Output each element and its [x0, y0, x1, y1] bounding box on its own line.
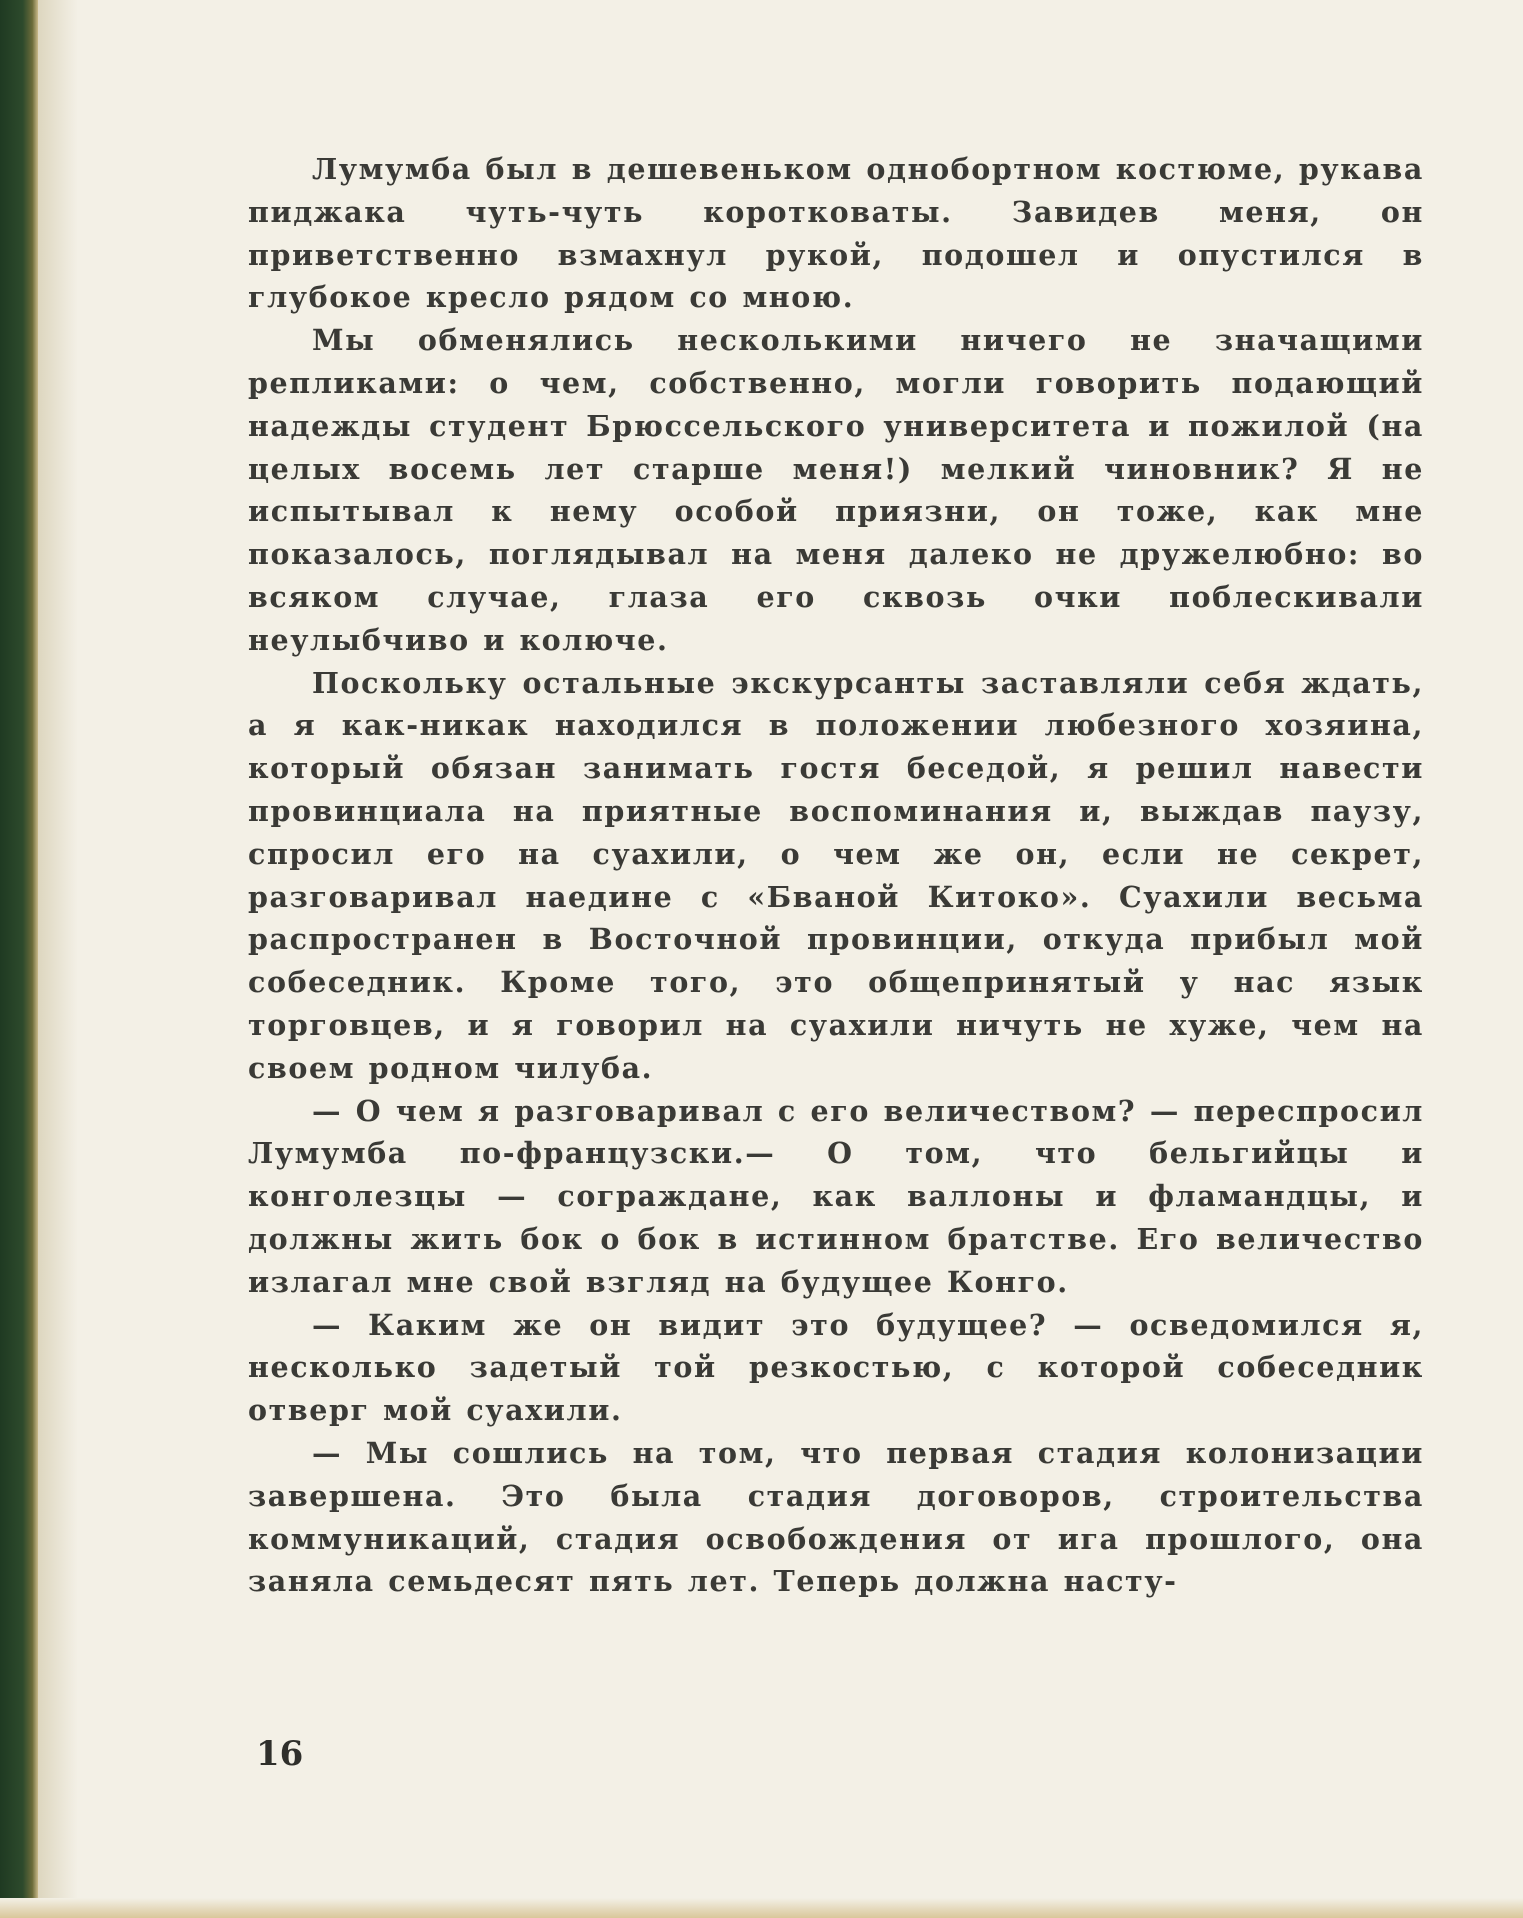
paragraph-4: — О чем я разговаривал с его величеством? — переспросил Лумумба по-французски.— О том, что бельгийцы и конголезцы — сограждане, как валлоны и фламандцы, и должны жить бок о бок в истинном братстве. Его величество излагал мне свой взгляд на будущее Конго.	[248, 1093, 1424, 1299]
paragraph-1: Лумумба был в дешевеньком однобортном костюме, рукава пиджака чуть-чуть коротковаты. Завидев меня, он приветственно взмахнул рукой, подошел и опустился в глубокое кресло рядом со мною.	[248, 152, 1424, 315]
paragraph-3: Поскольку остальные экскурсанты заставляли себя ждать, а я как-никак находился в положении любезного хозяина, который обязан занимать гостя беседой, я решил навести провинциала на приятные воспоминания и, выждав паузу, спросил его на суахили, о чем же он, если не секрет, разговаривал наедине с «Бваной Китоко». Суахили весьма распространен в Восточной провинции, откуда прибыл мой собеседник. Кроме того, это общепринятый у нас язык торговцев, и я говорил на суахили ничуть не хуже, чем на своем родном чилуба.	[248, 665, 1424, 1085]
paragraph-2: Мы обменялись несколькими ничего не значащими репликами: о чем, собственно, могли говорить подающий надежды студент Брюссельского университета и пожилой (на целых восемь лет старше меня!) мелкий чиновник? Я не испытывал к нему особой приязни, он тоже, как мне показалось, поглядывал на меня далеко не дружелюбно: во всяком случае, глаза его сквозь очки поблескивали неулыбчиво и колюче.	[248, 323, 1424, 657]
paragraph-5: — Каким же он видит это будущее? — осведомился я, несколько задетый той резкостью, с которой собеседник отверг мой суахили.	[248, 1307, 1424, 1428]
book-spine-edge	[0, 0, 38, 1918]
gutter-shadow	[38, 0, 78, 1918]
page-number: 16	[256, 1734, 304, 1774]
paragraph-6: — Мы сошлись на том, что первая стадия колонизации завершена. Это была стадия договоров, строительства коммуникаций, стадия освобождения от ига прошлого, она заняла семьдесят пять лет. Теперь должна насту-	[248, 1435, 1424, 1599]
page-body-text	[248, 148, 1424, 1603]
page-bottom-edge	[0, 1898, 1523, 1918]
